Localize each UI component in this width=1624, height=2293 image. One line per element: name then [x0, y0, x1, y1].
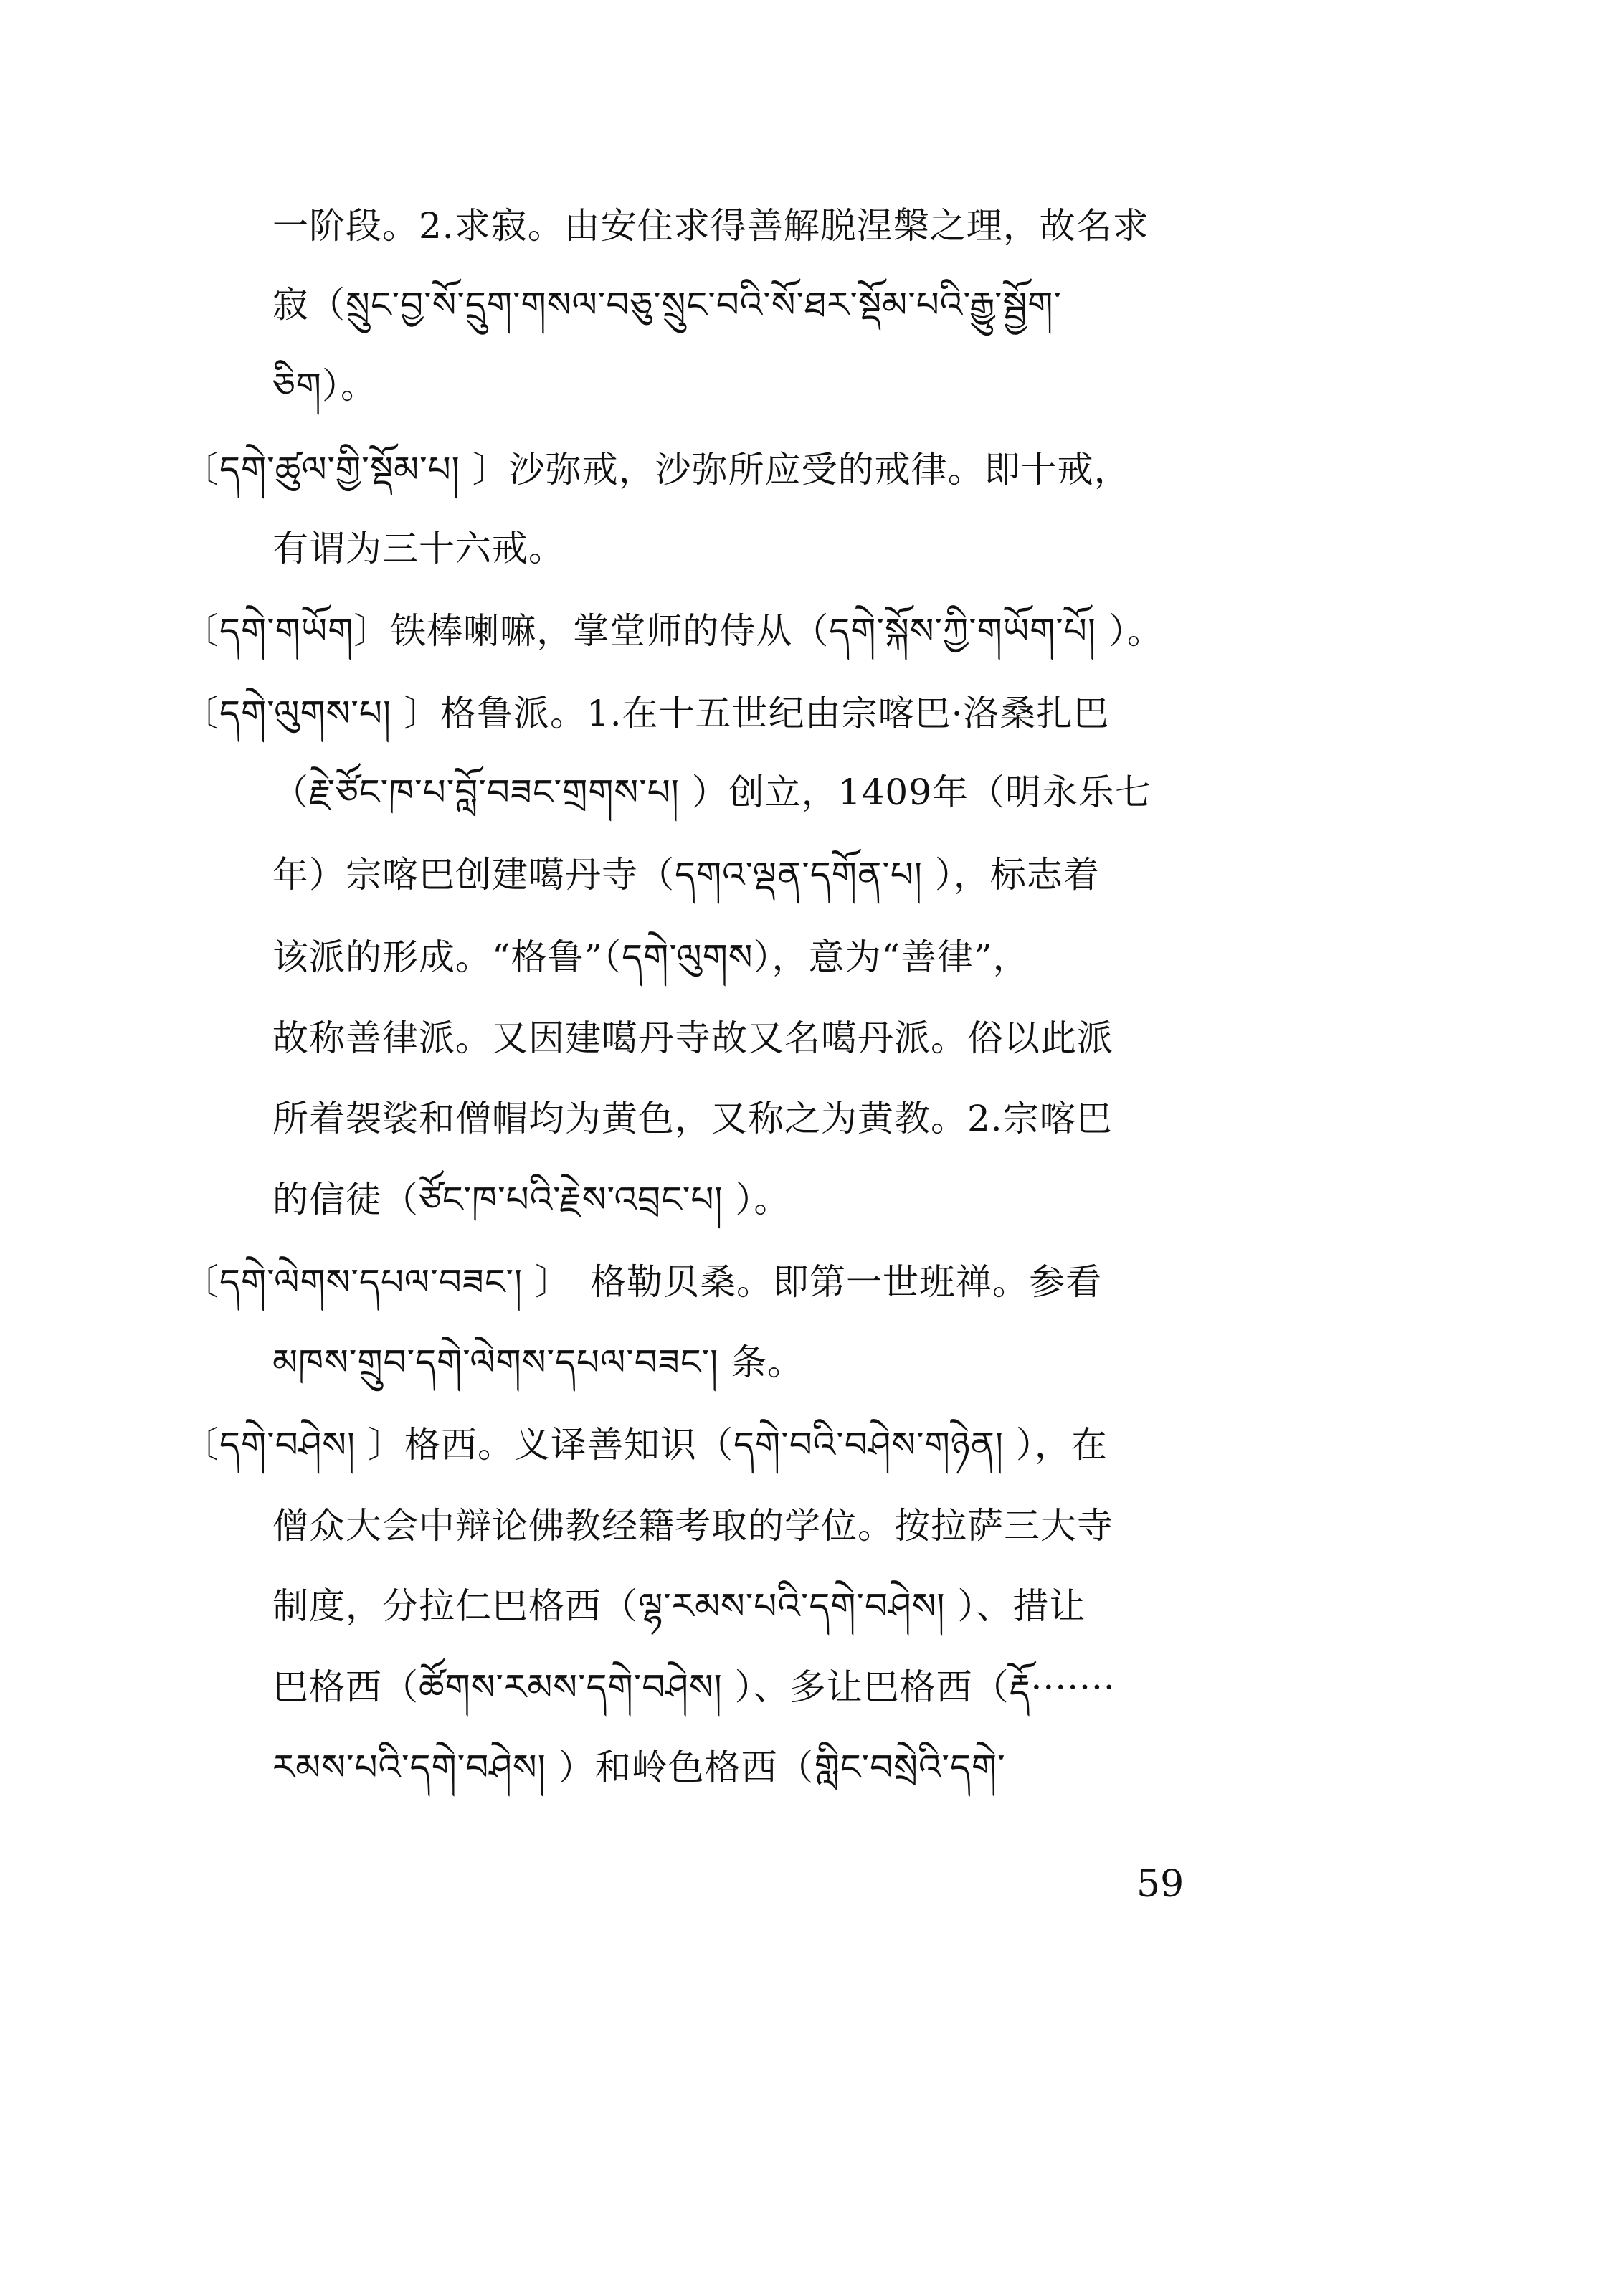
text-line-8: （རྗེ་ཙོང་ཁ་པ་བློ་བཟང་གྲགས་པ། ）创立，1409年（明永乐七 — [272, 772, 1152, 813]
text-line-6: 〔དགེ་གཡོག〕铁棒喇嘛，掌堂师的侍从（དགེ་སྐོས་ཀྱི་གཡོག་པོ། ）。 — [183, 610, 1164, 652]
text-line-9: 年）宗喀巴创建噶丹寺（དགའ་ལྡན་དགོན་པ། ），标志着 — [272, 854, 1100, 896]
page-number: 59 — [1136, 1863, 1184, 1906]
text-line-16: 〔དགེ་བཤེས། 〕格西。义译善知识（དགེ་བའི་བཤེས་གཉེན། ），在 — [183, 1424, 1108, 1466]
text-line-7: 〔དགེ་ལུགས་པ། 〕格鲁派。1.在十五世纪由宗喀巴·洛桑扎巴 — [183, 693, 1110, 734]
text-line-11: 故称善律派。又因建噶丹寺故又名噶丹派。俗以此派 — [272, 1017, 1113, 1059]
text-line-18: 制度，分拉仁巴格西（ལྷ་རམས་པའི་དགེ་བཤེས། ）、措让 — [272, 1585, 1086, 1627]
text-line-10: 该派的形成。“格鲁”（དགེ་ལུགས），意为“善律”， — [272, 936, 1030, 978]
text-line-3: ཅིག）。 — [272, 365, 377, 407]
text-line-4: 〔དགེ་ཚུལ་གྱི་སྡོམ་པ། 〕沙弥戒，沙弥所应受的戒律。即十戒， — [183, 449, 1131, 490]
text-line-17: 僧众大会中辩论佛教经籍考取的学位。按拉萨三大寺 — [272, 1505, 1113, 1547]
text-line-15: མཁས་གྲུབ་དགེ་ལེགས་དཔལ་བཟང་། 条。 — [272, 1342, 804, 1383]
text-line-19: 巴格西（ཚོགས་རམས་དགེ་བཤེས། ）、多让巴格西（རྡོ······· — [272, 1666, 1116, 1708]
text-line-1: 一阶段。2.求寂。由安住求得善解脱涅槃之理，故名求 — [272, 205, 1149, 247]
text-line-2: 寂（སྲུང་བྱ་སོ་དྲུག་གསལ་བཅུ་སྲུང་བའི་སོ་ཐར་སྡོམ་པའི་རྒྱུ་སྦྱོག་ — [272, 284, 1062, 326]
text-line-20: རམས་པའི་དགེ་བཤེས། ）和岭色格西（གླིང་བསྲེའི་དགེ་ — [272, 1747, 1006, 1788]
text-line-5: 有谓为三十六戒。 — [272, 528, 565, 569]
text-line-13: 的信徒（ཙོང་ཁ་པའི་རྗེས་འབྲང་པ། ）。 — [272, 1179, 791, 1220]
text-line-14: 〔དགེ་ལེགས་དཔལ་བཟང་། 〕 格勒贝桑。即第一世班禅。参看 — [183, 1261, 1103, 1303]
text-line-12: 所着袈裟和僧帽均为黄色，又称之为黄教。2.宗喀巴 — [272, 1098, 1113, 1139]
